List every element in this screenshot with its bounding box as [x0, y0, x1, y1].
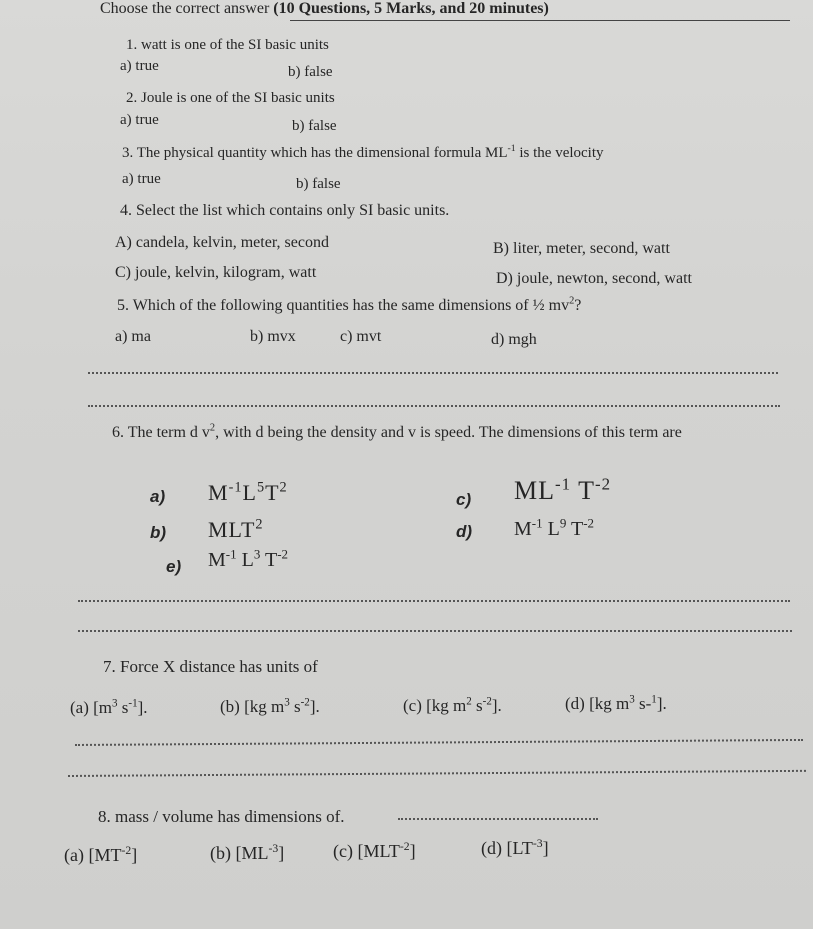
q7-option-d[interactable]: (d) [kg $m^3$ s-$^1$].: [565, 693, 667, 713]
q4-option-C[interactable]: C) joule, kelvin, kilogram, watt: [115, 264, 317, 281]
q5-option-c[interactable]: c) mvt: [340, 328, 382, 345]
q6-option-c[interactable]: $ML^{-1}$ $T^{-2}$: [514, 474, 612, 505]
question-5: 5. Which of the following quantities has the same dimensions of ½ $mv^2$?: [117, 295, 582, 314]
q2-option-a[interactable]: a) true: [120, 112, 159, 128]
answer-line: [88, 405, 780, 407]
q6-option-d[interactable]: $M^{-1}$ $L^9$ $T^{-2}$: [514, 515, 595, 540]
q6-label-e: e): [166, 557, 182, 576]
question-7: 7. Force X distance has units of: [103, 657, 318, 676]
q1-option-b[interactable]: b) false: [288, 64, 333, 80]
q8-option-a[interactable]: (a) $[MT^{-2}]$: [64, 844, 138, 865]
q7-option-c[interactable]: (c) [kg $m^2$ $s^{-2}$].: [403, 695, 502, 715]
answer-line: [75, 739, 803, 746]
question-6: 6. The term d $v^2$, with d being the density and v is speed. The dimensions of this term are: [112, 422, 682, 441]
q8-option-d[interactable]: (d) $[LT^{-3}]$: [481, 837, 549, 858]
q4-option-A[interactable]: A) candela, kelvin, meter, second: [115, 234, 329, 251]
answer-line: [88, 372, 778, 374]
question-2: 2. Joule is one of the SI basic units: [126, 90, 335, 106]
q7-option-a[interactable]: (a) [$m^3$ $s^{-1}$].: [70, 697, 148, 717]
answer-line: [68, 770, 806, 777]
question-1: 1. watt is one of the SI basic units: [126, 37, 329, 53]
page-title: Choose the correct answer (10 Questions, 5 Marks, and 20 minutes): [100, 0, 549, 17]
question-4: 4. Select the list which contains only SI basic units.: [120, 202, 450, 219]
q6-label-a: a): [150, 487, 166, 506]
question-8: 8. mass / volume has dimensions of.: [98, 807, 345, 826]
q6-option-b[interactable]: MLT$^2$: [208, 516, 264, 542]
q6-label-c: c): [456, 490, 472, 509]
answer-line: [78, 630, 792, 632]
answer-line: [78, 600, 790, 602]
q4-option-D[interactable]: D) joule, newton, second, watt: [496, 270, 692, 287]
q7-option-b[interactable]: (b) [kg $m^3$ $s^{-2}$].: [220, 696, 320, 716]
q6-option-e[interactable]: $M^{-1}$ $L^3$ $T^{-2}$: [208, 546, 289, 571]
q8-option-b[interactable]: (b) $[ML^{-3}]$: [210, 842, 285, 863]
q2-option-b[interactable]: b) false: [292, 118, 337, 134]
q6-label-d: d): [456, 522, 473, 541]
answer-blank: [398, 818, 598, 820]
q3-option-a[interactable]: a) true: [122, 171, 161, 187]
q4-option-B[interactable]: B) liter, meter, second, watt: [493, 240, 670, 257]
q5-option-a[interactable]: a) ma: [115, 328, 151, 345]
header-rule: [290, 20, 790, 21]
q6-option-a[interactable]: $M^{-1}L^5T^2$: [208, 479, 288, 505]
q1-option-a[interactable]: a) true: [120, 58, 159, 74]
q8-option-c[interactable]: (c) $[MLT^{-2}]$: [333, 840, 416, 861]
q5-option-b[interactable]: b) mvx: [250, 328, 296, 345]
question-3: 3. The physical quantity which has the dimensional formula $ML^{-1}$ is the velocity: [122, 143, 604, 161]
q3-option-b[interactable]: b) false: [296, 176, 341, 192]
q5-option-d[interactable]: d) mgh: [491, 331, 537, 348]
q6-label-b: b): [150, 523, 167, 542]
